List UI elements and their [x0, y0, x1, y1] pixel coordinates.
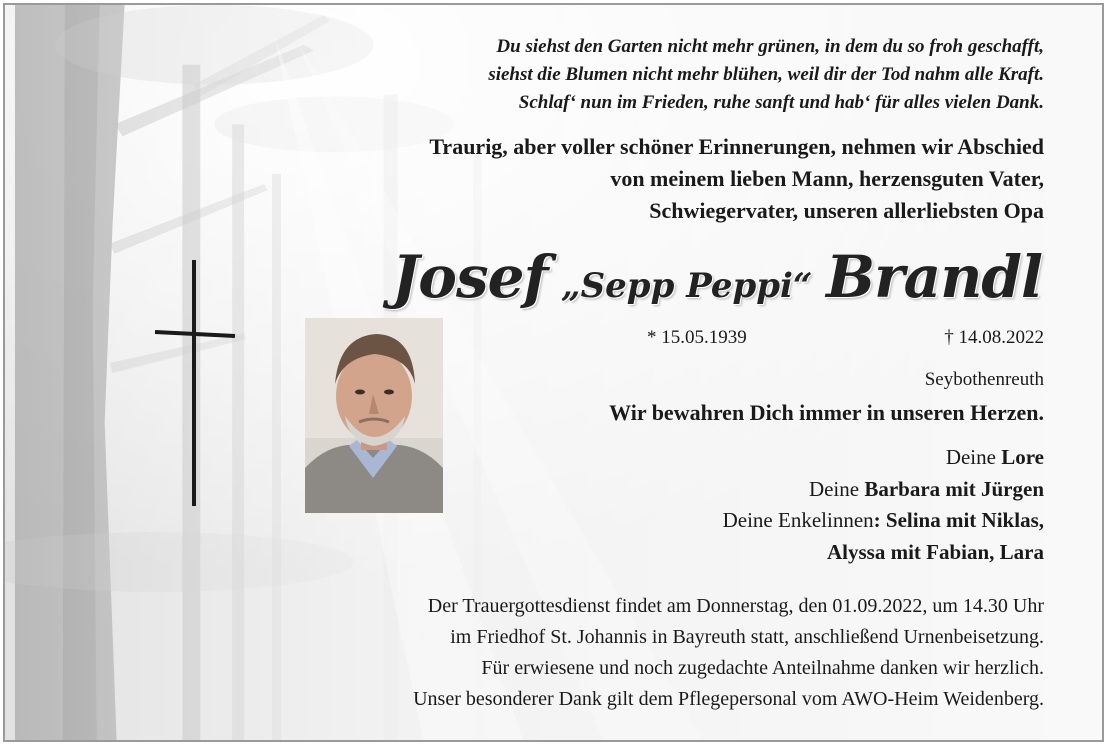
deceased-name — [392, 243, 1042, 311]
intro-text — [429, 131, 1044, 227]
intro-line: Schwiegervater, unseren allerliebsten Opa — [649, 198, 1044, 223]
family-line — [723, 505, 1044, 537]
service-line: Unser besonderer Dank gilt dem Pflegepersonal vom AWO-Heim Weidenberg. — [413, 688, 1044, 710]
birth-date: * 15.05.1939 — [647, 327, 747, 348]
family-prefix: Deine — [808, 476, 865, 501]
family-name: Lore — [1001, 445, 1044, 469]
service-line: Für erwiesene und noch zugedachte Anteilnahme danken wir herzlich. — [481, 657, 1044, 679]
family-signatures — [723, 442, 1044, 568]
intro-line: von meinem lieben Mann, herzensguten Vater, — [610, 166, 1044, 191]
family-name: Alyssa mit Fabian, Lara — [826, 539, 1044, 564]
motto: Wir bewahren Dich immer in unseren Herzen. — [609, 400, 1044, 425]
death-date: † 14.08.2022 — [944, 327, 1044, 348]
family-line — [723, 442, 1044, 474]
nickname: „Sepp Peppi“ — [561, 266, 813, 306]
poem-line: Schlaf‘ nun im Frieden, ruhe sanft und hab‘ für alles vielen Dank. — [518, 92, 1044, 113]
service-line: Der Trauergottesdienst findet am Donnerstag, den 01.09.2022, um 14.30 Uhr — [427, 595, 1044, 617]
family-prefix: Deine Enkelinnen — [722, 508, 874, 532]
poem — [488, 33, 1044, 117]
obituary-frame — [3, 3, 1104, 742]
last-name: Brandl — [826, 243, 1042, 311]
family-line — [723, 474, 1044, 506]
poem-line: Du siehst den Garten nicht mehr grünen, in dem du so froh geschafft, — [496, 36, 1044, 57]
family-name: : Selina mit Niklas, — [873, 508, 1044, 532]
poem-line: siehst die Blumen nicht mehr blühen, weil dir der Tod nahm alle Kraft. — [488, 64, 1044, 85]
service-line: im Friedhof St. Johannis in Bayreuth statt, anschließend Urnenbeisetzung. — [450, 626, 1044, 648]
family-line — [723, 537, 1044, 569]
family-prefix: Deine — [945, 445, 1002, 469]
service-info — [413, 591, 1044, 715]
intro-line: Traurig, aber voller schöner Erinnerungen, nehmen wir Abschied — [429, 134, 1044, 159]
family-name: Barbara mit Jürgen — [864, 476, 1044, 501]
place-of-residence: Seybothenreuth — [924, 369, 1044, 390]
first-name: Josef — [391, 243, 548, 311]
